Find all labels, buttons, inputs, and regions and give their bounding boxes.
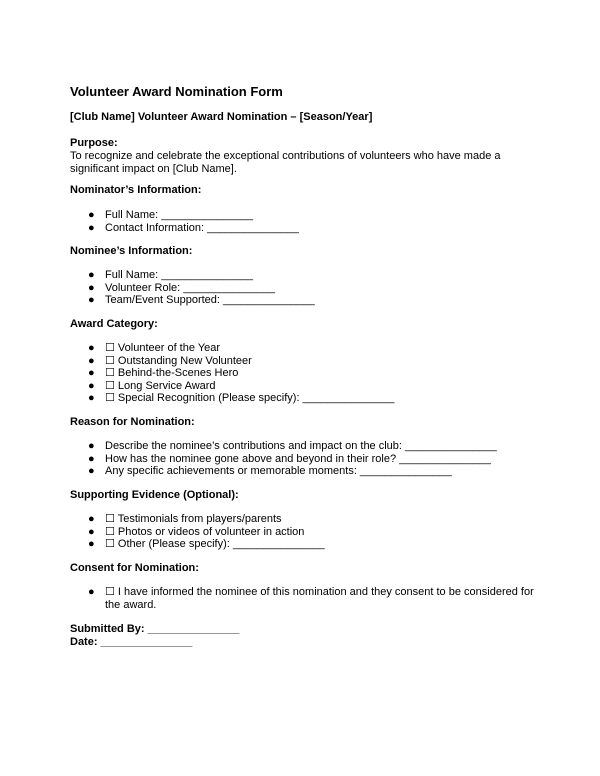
list-item: [70, 513, 540, 526]
bullet-icon: ●: [88, 342, 95, 354]
date-field: Date: _______________: [70, 636, 193, 648]
reason-heading: Reason for Nomination:: [70, 416, 195, 428]
list-item: [70, 465, 540, 478]
bullet-icon: ●: [88, 525, 95, 538]
purpose-text: To recognize and celebrate the exceptional contributions of volunteers who have made a significant impact on [Club Name].: [70, 150, 501, 175]
award-option-special-recognition: ☐ Special Recognition (Please specify): _______________: [105, 392, 395, 404]
bullet-icon: ●: [88, 367, 95, 379]
reason-above-beyond: How has the nominee gone above and beyond in their role? _______________: [105, 452, 491, 465]
nominee-full-name: Full Name: _______________: [105, 269, 254, 281]
list-item: [70, 526, 540, 539]
list-item: [70, 392, 540, 405]
award-option-long-service: ☐ Long Service Award: [105, 379, 216, 392]
award-option-volunteer-of-year: ☐ Volunteer of the Year: [105, 342, 221, 354]
bullet-icon: ●: [88, 294, 95, 306]
list-item: [70, 222, 540, 235]
consent-statement: ☐ I have informed the nominee of this nomination and they consent to be considered for the award.: [105, 586, 534, 611]
nominator-heading: Nominator’s Information:: [70, 184, 202, 196]
list-item: [70, 538, 540, 551]
bullet-icon: ●: [88, 440, 95, 452]
bullet-icon: ●: [88, 538, 95, 550]
reason-achievements: Any specific achievements or memorable moments: _______________: [105, 465, 452, 477]
form-title: Volunteer Award Nomination Form: [70, 84, 283, 99]
bullet-icon: ●: [88, 586, 95, 598]
form-subtitle: [Club Name] Volunteer Award Nomination – [Season/Year]: [70, 111, 373, 123]
bullet-icon: ●: [88, 221, 95, 234]
consent-list: [70, 586, 540, 611]
nominator-list: [70, 209, 540, 234]
evidence-list: [70, 513, 540, 551]
reason-list: [70, 440, 540, 478]
nominee-team: Team/Event Supported: _______________: [105, 294, 315, 306]
bullet-icon: ●: [88, 281, 95, 294]
list-item: [70, 282, 540, 295]
evidence-heading: Supporting Evidence (Optional):: [70, 489, 239, 501]
bullet-icon: ●: [88, 513, 95, 525]
nominator-contact: Contact Information: _______________: [105, 221, 299, 234]
list-item: [70, 294, 540, 307]
bullet-icon: ●: [88, 392, 95, 404]
evidence-testimonials: ☐ Testimonials from players/parents: [105, 513, 282, 525]
list-item: [70, 440, 540, 453]
nominee-list: [70, 269, 540, 307]
award-option-behind-scenes: ☐ Behind-the-Scenes Hero: [105, 367, 239, 379]
bullet-icon: ●: [88, 452, 95, 465]
consent-heading: Consent for Nomination:: [70, 562, 199, 574]
purpose-heading: Purpose:: [70, 137, 118, 149]
bullet-icon: ●: [88, 209, 95, 221]
list-item: [70, 586, 540, 611]
bullet-icon: ●: [88, 354, 95, 367]
list-item: [70, 367, 540, 380]
award-category-list: [70, 342, 540, 405]
award-category-heading: Award Category:: [70, 318, 158, 330]
nominee-role: Volunteer Role: _______________: [105, 281, 276, 294]
evidence-photos: ☐ Photos or videos of volunteer in action: [105, 525, 305, 538]
reason-contributions: Describe the nominee’s contributions and impact on the club: _______________: [105, 440, 497, 452]
list-item: [70, 209, 540, 222]
nominator-full-name: Full Name: _______________: [105, 209, 254, 221]
list-item: [70, 453, 540, 466]
list-item: [70, 380, 540, 393]
nominee-heading: Nominee’s Information:: [70, 245, 193, 257]
list-item: [70, 355, 540, 368]
evidence-other: ☐ Other (Please specify): _______________: [105, 538, 325, 550]
bullet-icon: ●: [88, 379, 95, 392]
award-option-new-volunteer: ☐ Outstanding New Volunteer: [105, 354, 252, 367]
list-item: [70, 342, 540, 355]
bullet-icon: ●: [88, 269, 95, 281]
list-item: [70, 269, 540, 282]
bullet-icon: ●: [88, 465, 95, 477]
submitted-by: Submitted By: _______________: [70, 623, 240, 635]
